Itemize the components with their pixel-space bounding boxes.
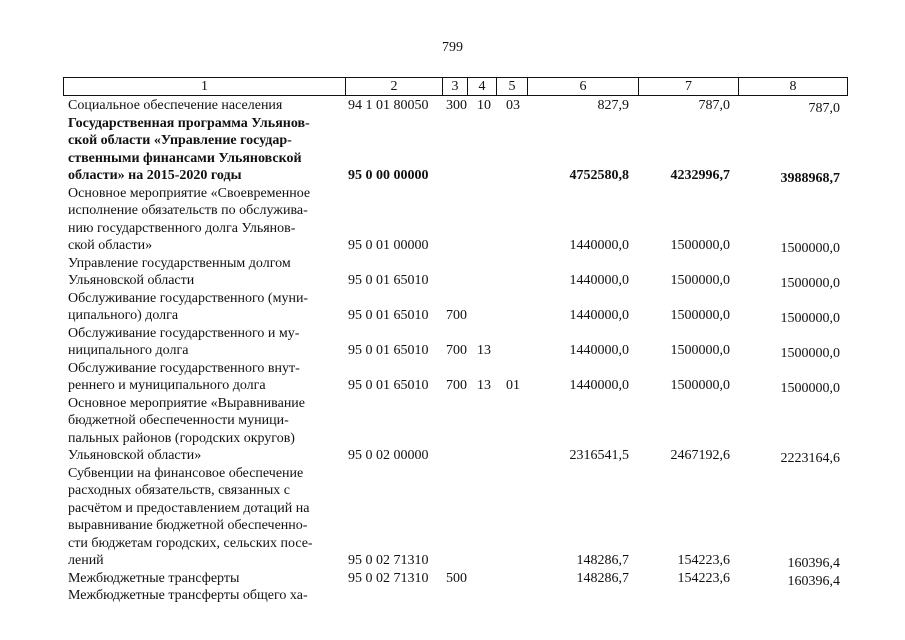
- row-value-2018: 1440000,0: [569, 343, 629, 358]
- row-value-2019: 154223,6: [677, 570, 730, 586]
- table-row: [0, 115, 905, 185]
- row-value-2018: 1440000,0: [569, 378, 629, 393]
- row-name: Обслуживание государственного (муни- ципального) долга: [68, 290, 309, 323]
- row-value-2019: 787,0: [698, 98, 730, 113]
- table-row: [0, 185, 905, 255]
- row-name: Основное мероприятие «Выравнивание бюджетной обеспеченности муници- пальных районов (городских округов) Ульяновской области»: [68, 395, 306, 463]
- row-rz: 10: [477, 98, 491, 113]
- header-col-7: 7: [638, 77, 739, 96]
- table-row: [0, 290, 905, 325]
- row-value-2018: 148286,7: [576, 570, 629, 586]
- row-code: 95 0 01 65010: [348, 378, 429, 393]
- header-col-3: 3: [442, 77, 468, 96]
- row-name: Субвенции на финансовое обеспечение расходных обязательств, связанных с расчётом и предоставлением дотаций на выравнивание бюджетной обеспеченно- сти бюджетам городских, сельских посе- лений: [68, 465, 313, 568]
- row-value-2020: 2223164,6: [780, 451, 840, 466]
- table-row: [0, 97, 905, 115]
- header-col-8: 8: [738, 77, 848, 96]
- row-value-2020: 160396,4: [787, 556, 840, 571]
- row-code: 95 0 02 71310: [348, 570, 429, 586]
- row-code: 95 0 02 00000: [348, 448, 429, 463]
- row-value-2019: 154223,6: [677, 553, 730, 568]
- row-value-2019: 1500000,0: [670, 308, 730, 323]
- row-value-2019: 2467192,6: [670, 448, 730, 463]
- row-value-2020: 787,0: [808, 101, 840, 116]
- row-value-2020: 1500000,0: [780, 241, 840, 256]
- row-code: 95 0 02 71310: [348, 553, 429, 568]
- row-code: 95 0 01 65010: [348, 273, 429, 288]
- table-row: [0, 360, 905, 395]
- row-value-2018: 1440000,0: [569, 238, 629, 253]
- row-value-2019: 1500000,0: [670, 238, 730, 253]
- row-value-2019: 1500000,0: [670, 273, 730, 288]
- row-vr: 700: [446, 343, 467, 358]
- table-row: [0, 325, 905, 360]
- table-row: [0, 255, 905, 290]
- row-code: 95 0 01 65010: [348, 308, 429, 323]
- row-value-2018: 1440000,0: [569, 308, 629, 323]
- row-name: Основное мероприятие «Своевременное исполнение обязательств по обслужива- нию государственного долга Ульянов- ской области»: [68, 185, 311, 253]
- row-vr: 700: [446, 308, 467, 323]
- row-rz: 13: [477, 343, 491, 358]
- row-value-2020: 1500000,0: [780, 381, 840, 396]
- row-vr: 500: [446, 570, 467, 586]
- row-value-2020: 3988968,7: [780, 171, 840, 186]
- row-pr: 03: [506, 98, 520, 113]
- row-value-2018: 148286,7: [576, 553, 629, 568]
- header-col-4: 4: [467, 77, 497, 96]
- table-row: [0, 587, 905, 605]
- header-col-6: 6: [527, 77, 639, 96]
- row-vr: 700: [446, 378, 467, 393]
- row-name: Управление государственным долгом Ульяновской области: [68, 255, 291, 288]
- header-col-2: 2: [345, 77, 443, 96]
- row-name: Межбюджетные трансферты общего ха-: [68, 588, 308, 603]
- row-code: 95 0 01 00000: [348, 238, 429, 253]
- row-value-2020: 1500000,0: [780, 276, 840, 291]
- row-name: Государственная программа Ульянов- ской области «Управление государ- ственными финансами Ульяновской области» на 2015-2020 годы: [68, 115, 310, 183]
- row-value-2018: 827,9: [597, 98, 629, 113]
- table-row: [0, 570, 905, 588]
- page-number: 799: [442, 40, 463, 55]
- row-code: 95 0 01 65010: [348, 343, 429, 358]
- row-rz: 13: [477, 378, 491, 393]
- row-pr: 01: [506, 378, 520, 393]
- header-col-1: 1: [63, 77, 346, 96]
- table-row: [0, 465, 905, 570]
- table-row: [0, 395, 905, 465]
- row-vr: 300: [446, 98, 467, 113]
- row-name: Социальное обеспечение населения: [68, 98, 283, 113]
- row-value-2018: 4752580,8: [569, 168, 629, 183]
- row-value-2019: 1500000,0: [670, 343, 730, 358]
- row-code: 95 0 00 00000: [348, 168, 429, 183]
- row-value-2018: 1440000,0: [569, 273, 629, 288]
- row-value-2019: 4232996,7: [670, 168, 730, 183]
- row-name: Обслуживание государственного и му- ниципального долга: [68, 325, 300, 358]
- header-col-5: 5: [496, 77, 528, 96]
- row-value-2020: 1500000,0: [780, 311, 840, 326]
- row-value-2020: 160396,4: [787, 573, 840, 589]
- table-body: [0, 97, 905, 605]
- row-value-2020: 1500000,0: [780, 346, 840, 361]
- row-name: Обслуживание государственного внут- реннего и муниципального долга: [68, 360, 300, 393]
- row-value-2019: 1500000,0: [670, 378, 730, 393]
- row-code: 94 1 01 80050: [348, 98, 429, 113]
- row-name: Межбюджетные трансферты: [68, 570, 240, 586]
- row-value-2018: 2316541,5: [569, 448, 629, 463]
